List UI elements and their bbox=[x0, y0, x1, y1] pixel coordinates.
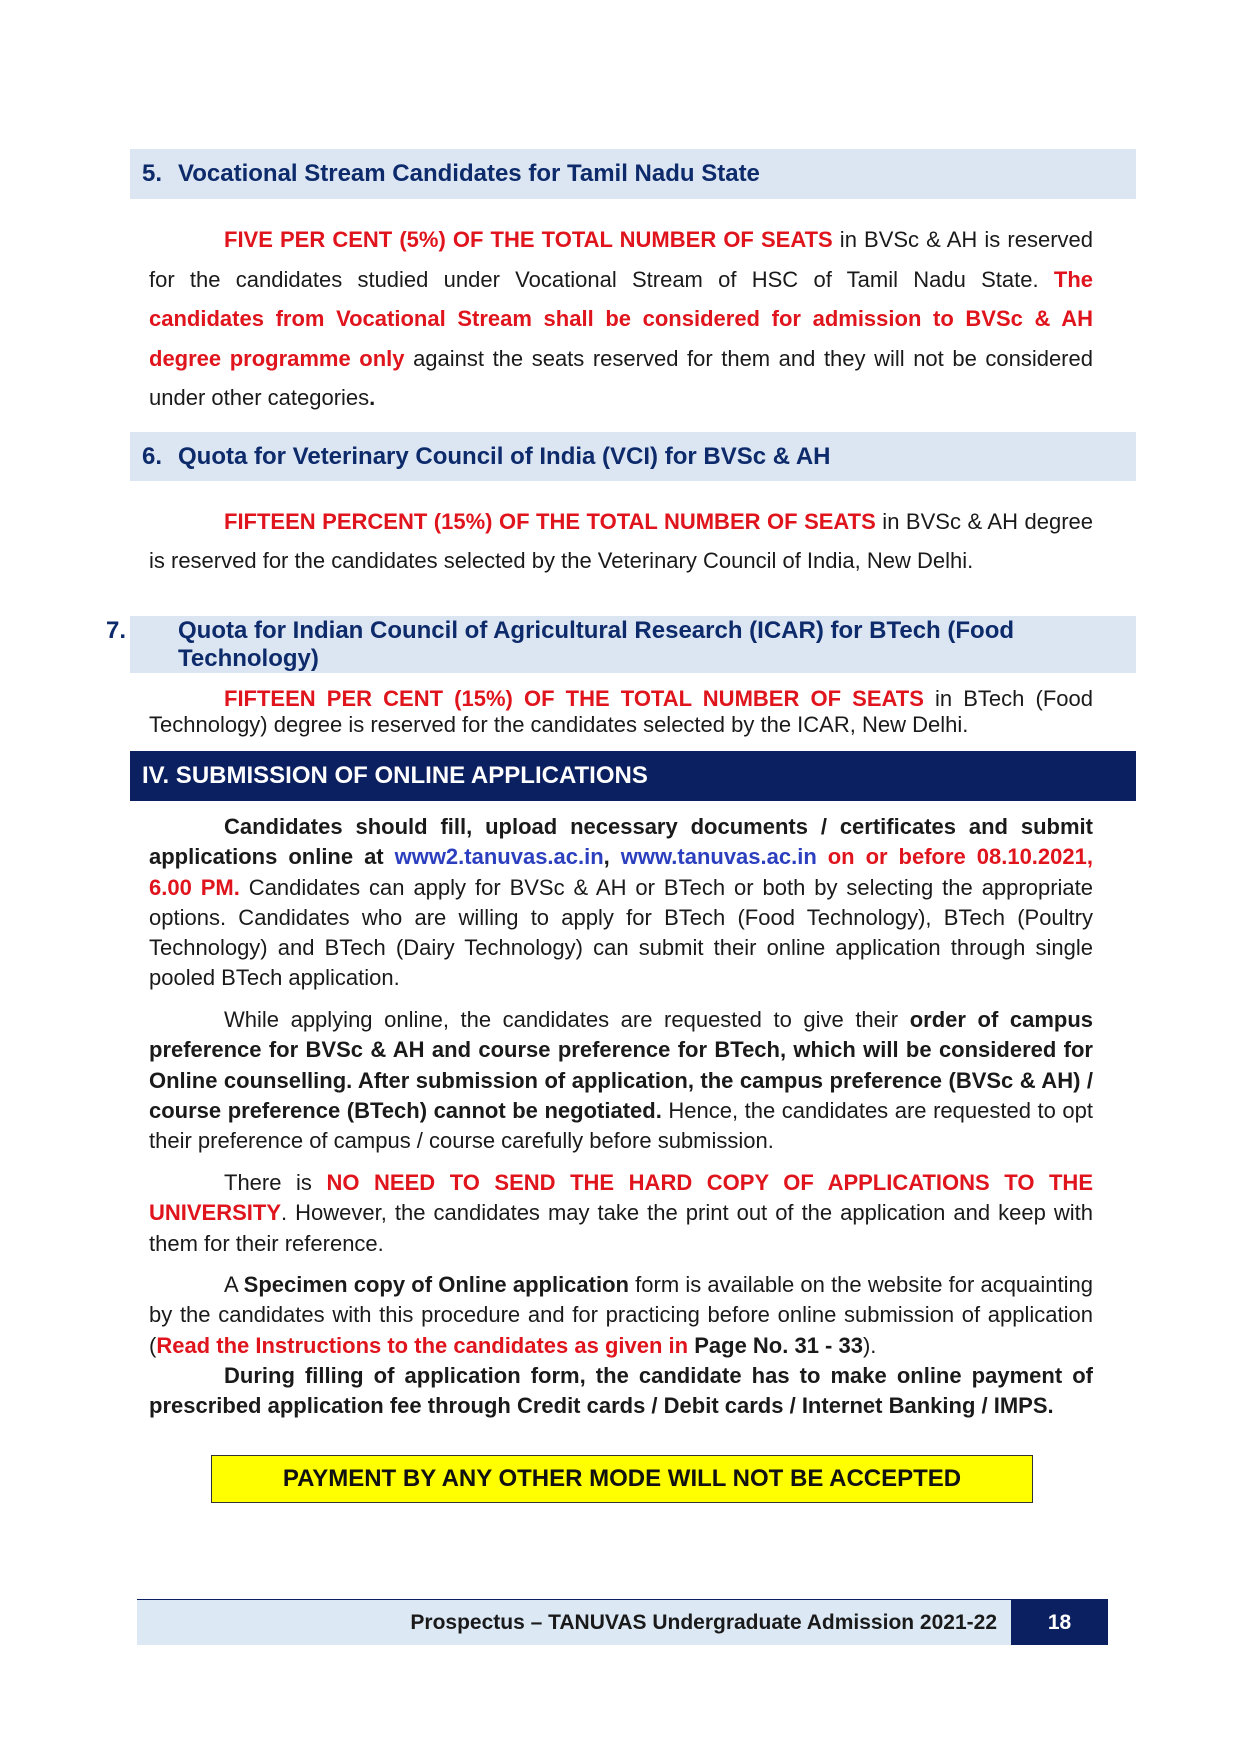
section-6-paragraph: FIFTEEN PERCENT (15%) OF THE TOTAL NUMBER OF SEATS in BVSc & AH degree is reserved for the candidates selected by the Veterinary Council of India, New Delhi. bbox=[149, 509, 1094, 573]
section-5-paragraph: FIVE PER CENT (5%) OF THE TOTAL NUMBER OF SEATS in BVSc & AH is reserved for the candidates studied under Vocational Stream of HSC of Tamil Nadu State. The candidates from Vocational Stream shall be considered for admission to BVSc & AH degree programme only against the seats reserved for them and they will not be considered under other categories. bbox=[149, 227, 1093, 410]
section-5-number: 5. bbox=[142, 160, 163, 187]
website-link-www[interactable]: www.tanuvas.ac.in bbox=[620, 844, 817, 870]
section-7-number: 7. bbox=[106, 617, 127, 644]
section-iv-paragraph-5: During filling of application form, the candidate has to make online payment of prescribed application fee through Credit cards / Debit cards / Internet Banking / IMPS. bbox=[149, 1363, 1093, 1419]
page-number: 18 bbox=[1011, 1600, 1108, 1645]
section-6-number: 6. bbox=[142, 443, 163, 470]
footer-title: Prospectus – TANUVAS Undergraduate Admission 2021-22 bbox=[137, 1600, 1011, 1645]
section-7-heading bbox=[106, 616, 1136, 673]
section-5-title: Vocational Stream Candidates for Tamil Nadu State bbox=[178, 160, 760, 187]
section-7-paragraph: FIFTEEN PER CENT (15%) OF THE TOTAL NUMBER OF SEATS in BTech (Food Technology) degree is reserved for the candidates selected by the ICAR, New Delhi. bbox=[149, 686, 1093, 737]
section-iv-paragraph-3: There is NO NEED TO SEND THE HARD COPY OF APPLICATIONS TO THE UNIVERSITY. However, the candidates may take the print out of the application and keep with them for their reference. bbox=[149, 1170, 1093, 1256]
page-footer bbox=[137, 1599, 1108, 1645]
section-6-title: Quota for Veterinary Council of India (VCI) for BVSc & AH bbox=[178, 443, 831, 470]
website-link-www2[interactable]: www2.tanuvas.ac.in bbox=[394, 844, 604, 870]
section-iv-paragraph-2: While applying online, the candidates are requested to give their order of campus preference for BVSc & AH and course preference for BTech, which will be considered for Online counselling. After submission of application, the campus preference (BVSc & AH) / course preference (BTech) cannot be negotiated. Hence, the candidates are requested to opt their preference of campus / course carefully before submission. bbox=[149, 1007, 1093, 1154]
section-7-title: Quota for Indian Council of Agricultural Research (ICAR) for BTech (Food Technology) bbox=[178, 617, 1015, 672]
section-6-heading bbox=[130, 432, 1136, 481]
section-iv-heading: IV. SUBMISSION OF ONLINE APPLICATIONS bbox=[130, 751, 1136, 801]
section-iv-paragraph-1: Candidates should fill, upload necessary documents / certificates and submit applications online at www2.tanuvas.ac.in, www.tanuvas.ac.in on or before 08.10.2021, 6.00 PM. Candidates can apply for BVSc & AH or BTech or both by selecting the appropriate options. Candidates who are willing to apply for BTech (Food Technology), BTech (Poultry Technology) and BTech (Dairy Technology) can submit their online application through single pooled BTech application. bbox=[149, 814, 1093, 991]
payment-notice-box: PAYMENT BY ANY OTHER MODE WILL NOT BE ACCEPTED bbox=[211, 1455, 1033, 1503]
section-iv-paragraph-4: A Specimen copy of Online application form is available on the website for acquainting by the candidates with this procedure and for practicing before online submission of application (Read the Instructions to the candidates as given in Page No. 31 - 33). bbox=[149, 1272, 1093, 1358]
section-5-heading bbox=[130, 149, 1136, 199]
